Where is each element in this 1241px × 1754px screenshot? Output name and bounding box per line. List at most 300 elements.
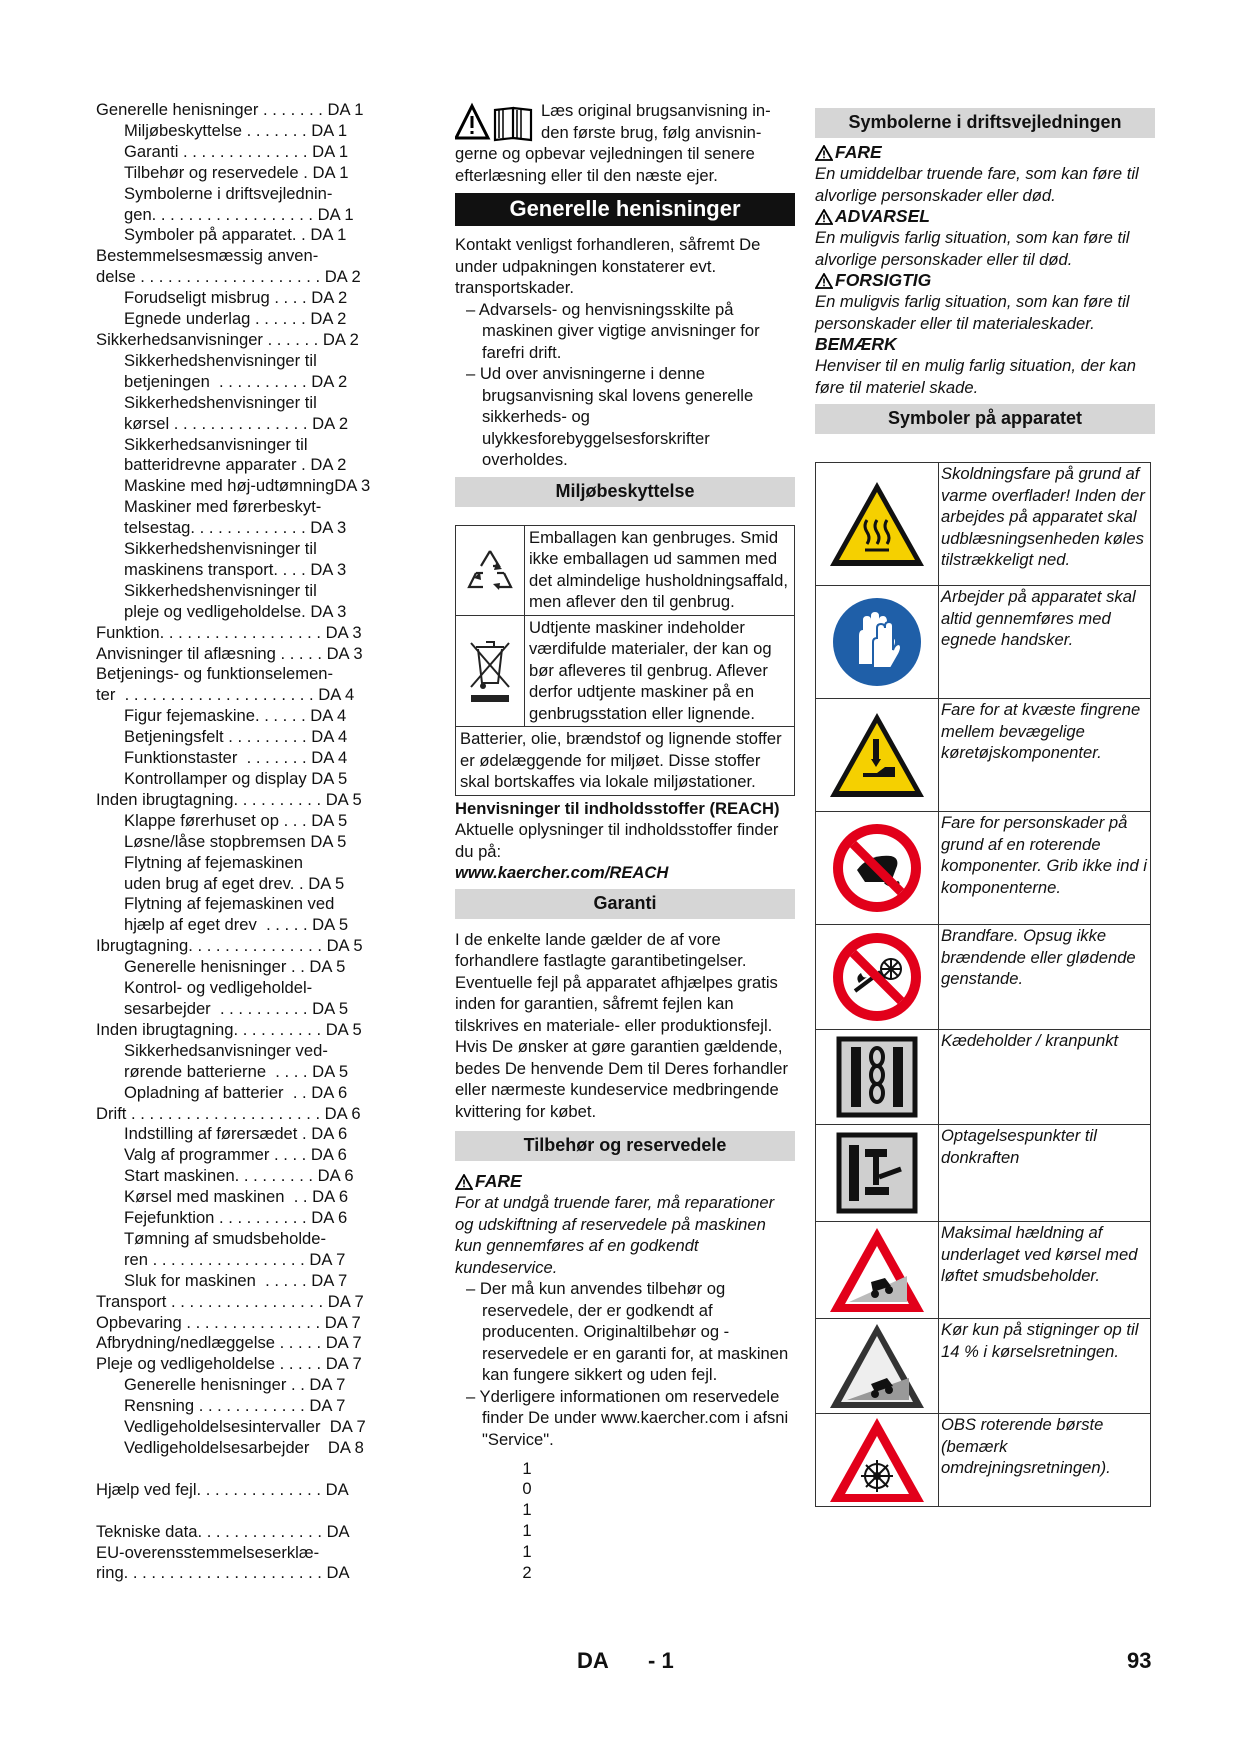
- toc-page: DA 7: [325, 1354, 362, 1374]
- toc-entry-title: Sikkerhedsanvisninger ved-: [124, 1040, 328, 1060]
- toc-entry-title: Opbevaring: [96, 1312, 182, 1332]
- footer-section-page: - 1: [648, 1648, 674, 1673]
- no-burning-objects-icon: [816, 925, 939, 1029]
- toc-page: DA 7: [311, 1270, 348, 1290]
- toc-page: DA 5: [325, 1019, 362, 1039]
- toc-entry-title: Inden ibrugtagning.: [96, 789, 239, 809]
- warranty-text: I de enkelte lande gælder de af vore forhandlere fastlagte garantibetingelser. Eventuelle fejl på apparatet afhjælpes gratis inden for garantien, såfremt fejlen kan tilskrives en materiale- eller produktionsfejl. Hvis De ønsker at gøre garantien gældende, bedes De henvende Dem til Deres forhandler eller nærmeste kundeservice medbringende kvittering for købet.: [455, 929, 788, 1121]
- toc-leader: . . . . .: [256, 915, 313, 935]
- toc-entry[interactable]: [96, 309, 446, 330]
- toc-entry[interactable]: [96, 1480, 446, 1501]
- toc-entry-title: Sikkerhedsanvisninger til: [124, 434, 308, 454]
- toc-entry-title: Generelle henisninger: [124, 957, 287, 977]
- toc-leader: . . . . . . . . . . . . . . . . . . . . .: [128, 1563, 327, 1583]
- toc-entry[interactable]: [96, 267, 446, 288]
- toc-entry[interactable]: [96, 1438, 446, 1459]
- toc-entry-title: Start maskinen.: [124, 1166, 240, 1186]
- toc-entry-title: Klappe førerhuset op: [124, 810, 279, 830]
- toc-entry[interactable]: [96, 623, 446, 644]
- signal-word: FORSIGTIG: [835, 270, 932, 290]
- toc-entry[interactable]: [96, 748, 446, 769]
- symbol-description: Kædeholder / kranpunkt: [941, 1031, 1119, 1050]
- toc-leader: . .: [284, 1187, 313, 1207]
- toc-entry[interactable]: [96, 205, 446, 226]
- toc-entry-title: Valg af programmer: [124, 1145, 270, 1165]
- toc-leader: . .: [286, 1375, 310, 1395]
- toc-leader: . . . . .: [259, 706, 311, 726]
- accessories-item: – Der må kun anvendes tilbehør og reservedele, der er godkendt af producenten. Originaltilbehør og -reservedele er en garanti for, at maskinen kan fungere sikkert og uden fejl.: [466, 1279, 789, 1384]
- toc-entry[interactable]: [96, 351, 446, 372]
- toc-entry[interactable]: [96, 1417, 446, 1438]
- toc-leader: . . . . . . . . . . . . . . . . . . . . .: [115, 685, 319, 705]
- toc-leader: . .: [286, 957, 310, 977]
- toc-entry-title: Bestemmelsesmæssig anven-: [96, 246, 319, 266]
- toc-entry-title: Betjenings- og funktionselemen-: [96, 664, 334, 684]
- heading-warranty: Garanti: [455, 889, 795, 919]
- heading-general: Generelle henisninger: [455, 193, 795, 226]
- toc-entry-title: maskinens transport.: [124, 559, 279, 579]
- max-incline-raised-icon: [816, 1222, 939, 1318]
- toc-entry[interactable]: [96, 163, 446, 184]
- toc-page: DA 1: [327, 100, 364, 119]
- toc-page: DA 3: [325, 622, 362, 642]
- toc-page: DA 7: [309, 1396, 346, 1416]
- toc-entry-title: telsestag.: [124, 518, 196, 538]
- toc-entry[interactable]: [96, 560, 446, 581]
- toc-entry-title: Tømning af smudsbeholde-: [124, 1228, 326, 1248]
- toc-entry-title: Forudseligt misbrug: [124, 288, 270, 308]
- toc-entry[interactable]: [96, 1396, 446, 1417]
- toc-page: DA 5: [326, 936, 363, 956]
- toc-entry[interactable]: [96, 894, 446, 915]
- toc-entry[interactable]: [96, 1292, 446, 1313]
- toc-entry-title: Tilbehør og reservedele: [124, 162, 299, 182]
- toc-leader: . . .: [278, 559, 311, 579]
- toc-leader: .: [294, 873, 309, 893]
- toc-page-suffix: 2: [522, 1563, 532, 1582]
- environment-row-text: Emballagen kan genbruges. Smid ikke emballagen ud sammen med det almindelige husholdningsaffald, men aflever den til genbrug.: [529, 527, 788, 611]
- toc-leader: . . . .: [269, 1145, 311, 1165]
- toc-page: DA: [326, 1521, 350, 1541]
- toc-leader: . . . . . . . . . . . .: [195, 518, 311, 538]
- wear-gloves-icon: [816, 586, 939, 698]
- toc-page: DA 7: [309, 1375, 346, 1395]
- toc-leader: . . . . . . . . . . . . . . . . .: [166, 1291, 328, 1311]
- toc-entry[interactable]: [96, 1333, 446, 1354]
- toc-page: DA 4: [311, 748, 348, 768]
- toc-page: DA 5: [310, 831, 347, 851]
- signal-word-label: [815, 206, 1155, 227]
- toc-leader: . . . . . . . . . . . . . . . . .: [156, 204, 318, 224]
- toc-entry[interactable]: [96, 853, 446, 874]
- toc-entry-title: uden brug af eget drev.: [124, 873, 295, 893]
- hand-crush-warning-icon: [816, 699, 939, 811]
- signal-word-description: En muligvis farlig situation, som kan føre til personskader eller til materialeskader.: [815, 292, 1130, 333]
- toc-page: DA 3: [310, 518, 347, 538]
- symbol-row: [816, 1125, 1150, 1222]
- toc-page: DA: [325, 1479, 349, 1499]
- toc-entry-title: Afbrydning/nedlæggelse: [96, 1333, 275, 1353]
- toc-page: DA 4: [310, 706, 347, 726]
- toc-entry-title: Vedligeholdelsesarbejder: [124, 1438, 310, 1457]
- symbol-row: [816, 1319, 1150, 1414]
- toc-entry[interactable]: [96, 1543, 446, 1564]
- symbols-manual-list: [815, 142, 1155, 398]
- accessories-item: – Yderligere informationen om reservedele finder De under www.kaercher.com i afsni "Service".: [466, 1386, 789, 1449]
- heading-accessories: Tilbehør og reservedele: [455, 1131, 795, 1161]
- toc-page: DA 2: [310, 455, 347, 475]
- toc-page: DA 6: [311, 1208, 348, 1228]
- toc-entry[interactable]: [96, 1375, 446, 1396]
- column-middle: [455, 100, 795, 1450]
- toc-leader: . . .: [278, 810, 312, 830]
- toc-leader: . . . . . . . . .: [238, 1019, 326, 1039]
- toc-entry[interactable]: [96, 455, 446, 476]
- toc-page: DA 1: [312, 141, 349, 161]
- toc-page: DA 6: [317, 1166, 354, 1186]
- symbol-description: Skoldningsfare på grund af varme overflader! Inden der arbejdes på apparatet skal udblæsningsenheden køles tilstrækkeligt ned.: [941, 464, 1145, 569]
- symbol-row: [816, 812, 1150, 925]
- toc-page: DA 2: [310, 309, 347, 329]
- toc-page: DA 1: [312, 162, 349, 182]
- no-reach-rotating-icon: [816, 812, 939, 924]
- reach-text: Aktuelle oplysninger til indholdsstoffer finder du på:: [455, 820, 779, 861]
- toc-entry-title: Maskine med høj-udtømning: [124, 476, 335, 496]
- toc-page: DA 6: [311, 1124, 348, 1144]
- toc-entry-title: Generelle henisninger: [124, 1375, 287, 1395]
- toc-page: DA 3: [310, 601, 347, 621]
- toc-entry[interactable]: [96, 978, 446, 999]
- toc-page: DA 1: [317, 204, 354, 224]
- toc-entry[interactable]: [96, 184, 446, 205]
- footer-language-code: DA: [577, 1648, 609, 1673]
- symbol-row: [816, 1222, 1150, 1319]
- signal-word-description: Henviser til en mulig farlig situation, der kan føre til materiel skade.: [815, 356, 1136, 397]
- toc-entry[interactable]: [96, 1563, 446, 1584]
- toc-page: DA 7: [327, 1291, 364, 1311]
- toc-entry[interactable]: [96, 518, 446, 539]
- warning-triangle-icon: [815, 209, 833, 225]
- toc-entry-title: ren: [124, 1249, 148, 1269]
- signal-word: BEMÆRK: [815, 334, 897, 354]
- toc-entry-title: kørsel: [124, 413, 170, 433]
- toc-entry[interactable]: [96, 957, 446, 978]
- toc-leader: . . . . . . . . . . . . . .: [178, 141, 313, 161]
- toc-entry[interactable]: [96, 727, 446, 748]
- recycle-icon: [456, 526, 525, 615]
- toc-entry[interactable]: [96, 1271, 446, 1292]
- toc-entry-title: Rensning: [124, 1396, 195, 1416]
- toc-entry[interactable]: [96, 1124, 446, 1145]
- footer-page-number: 93: [1127, 1648, 1152, 1673]
- toc-entry-title: Generelle henisninger: [96, 100, 259, 119]
- symbols-device-table: [815, 462, 1151, 1507]
- toc-entry-title: Vedligeholdelsesintervaller: [124, 1417, 321, 1437]
- toc-entry-title: Anvisninger til aflæsning: [96, 643, 276, 663]
- toc-entry[interactable]: [96, 1313, 446, 1334]
- symbol-row: [816, 925, 1150, 1030]
- signal-word-label: [815, 142, 1155, 163]
- toc-entry[interactable]: [96, 497, 446, 518]
- toc-page: DA 7: [324, 1312, 361, 1332]
- toc-leader: . . . . . .: [262, 329, 323, 349]
- toc-entry-title: Opladning af batterier: [124, 1082, 284, 1102]
- toc-leader: .: [296, 225, 311, 245]
- toc-entry[interactable]: [96, 100, 446, 121]
- toc-entry[interactable]: [96, 811, 446, 832]
- toc-leader: . . . .: [266, 1061, 313, 1081]
- toc-entry-title: Drift: [96, 1103, 127, 1123]
- toc-leader: . . . . . . . . . . . . . . . . .: [147, 1249, 310, 1269]
- toc-entry[interactable]: [96, 915, 446, 936]
- toc-entry[interactable]: [96, 706, 446, 727]
- toc-entry[interactable]: [96, 1229, 446, 1250]
- toc-page: DA 3: [310, 559, 347, 579]
- toc-entry-title: Kørsel med maskinen: [124, 1187, 285, 1207]
- toc-page: DA 6: [311, 1082, 348, 1102]
- toc-page: DA 5: [311, 769, 348, 788]
- warning-triangle-icon: [455, 1174, 473, 1190]
- toc-entry[interactable]: [96, 602, 446, 623]
- toc-page: DA 4: [318, 685, 355, 705]
- intro-line-1: Læs original brugsanvisning in-: [541, 101, 771, 120]
- toc-entry[interactable]: [96, 539, 446, 560]
- toc-leader: . . . . . . . . .: [238, 789, 326, 809]
- toc-entry[interactable]: [96, 393, 446, 414]
- toc-entry[interactable]: [96, 1145, 446, 1166]
- toc-entry-title: Kontrol- og vedligeholdel-: [124, 978, 313, 998]
- toc-page: DA 3: [326, 643, 363, 663]
- toc-leader: . . . . . . . . . . . . . . .: [169, 413, 313, 433]
- toc-entry-title: batteridrevne apparater: [124, 455, 297, 475]
- toc-entry[interactable]: [96, 1166, 446, 1187]
- toc-entry-title: ter: [96, 685, 116, 705]
- reach-link[interactable]: www.kaercher.com/REACH: [455, 863, 669, 882]
- toc-page: DA 7: [309, 1249, 346, 1269]
- toc-entry-title: Sikkerhedshenvisninger til: [124, 580, 317, 600]
- symbol-row: [816, 463, 1150, 586]
- toc-leader: . . . . .: [274, 1354, 326, 1374]
- symbol-description: Optagelsespunkter til donkraften: [941, 1126, 1097, 1167]
- toc-entry[interactable]: [96, 1187, 446, 1208]
- toc-entry-title: Figur fejemaskine.: [124, 706, 260, 726]
- toc-entry[interactable]: [96, 1354, 446, 1375]
- accessories-warning-text: For at undgå truende farer, må reparationer og udskiftning af reservedele på maskinen kun gennemføres af en godkendt kundeservice.: [455, 1193, 775, 1277]
- toc-entry[interactable]: [96, 288, 446, 309]
- toc-entry[interactable]: [96, 1250, 446, 1271]
- environment-row: [456, 616, 794, 728]
- signal-word-label: [815, 334, 1155, 355]
- read-manual-icon: [455, 102, 535, 142]
- toc-leader: . . . .: [269, 288, 312, 308]
- toc-entry[interactable]: [96, 581, 446, 602]
- toc-page: DA 1: [311, 120, 348, 140]
- toc-entry-title: Betjeningsfelt: [124, 727, 224, 747]
- toc-entry-title: Sikkerhedshenvisninger til: [124, 539, 317, 559]
- signal-word: ADVARSEL: [835, 206, 930, 226]
- toc-entry[interactable]: [96, 769, 446, 790]
- toc-entry[interactable]: [96, 1104, 446, 1125]
- toc-leader: . . . . . . .: [242, 120, 312, 140]
- toc-entry-title: Pleje og vedligeholdelse: [96, 1354, 275, 1374]
- warning-triangle-icon: [815, 145, 833, 161]
- toc-leader: . . . . . . .: [237, 748, 312, 768]
- toc-leader: . . . . . . . .: [239, 1166, 318, 1186]
- toc-page-suffix: 1: [522, 1542, 532, 1562]
- toc-entry-title: Hjælp ved fejl.: [96, 1479, 202, 1499]
- toc-entry-title: Symbolerne i driftsvejlednin-: [124, 183, 333, 203]
- jack-point-icon: [816, 1125, 939, 1221]
- toc-page: DA 4: [311, 727, 348, 747]
- toc-entry-title: betjeningen: [124, 371, 210, 391]
- toc-entry-title: Funktion.: [96, 622, 165, 642]
- heading-environment: Miljøbeskyttelse: [455, 477, 795, 507]
- intro-block: [455, 100, 795, 186]
- toc-leader: . . . . . .: [250, 309, 311, 329]
- toc-page: DA 5: [309, 957, 346, 977]
- general-item: – Advarsels- og henvisningsskilte på maskinen giver vigtige anvisninger for farefri drift.: [466, 299, 760, 362]
- toc-leader: . . . . .: [274, 1333, 326, 1353]
- general-item: – Ud over anvisningerne i denne brugsanvisning skal lovens generelle sikkerheds- og ulykkesforebyggelsesforskrifter overholdes.: [466, 364, 754, 469]
- toc-page: DA 2: [311, 288, 348, 308]
- toc-page: DA 5: [312, 998, 349, 1018]
- toc-leader: . . . . . . . . .: [223, 727, 312, 747]
- toc-entry-title: Inden ibrugtagning.: [96, 1019, 239, 1039]
- toc-entry-title: Kontrollamper og display: [124, 769, 307, 788]
- toc-entry[interactable]: [96, 372, 446, 393]
- toc-entry[interactable]: [96, 225, 446, 246]
- toc-leader: . . . . . . . . . . . . . . . . . . . .: [135, 267, 325, 287]
- fare-label-text: FARE: [475, 1171, 522, 1191]
- toc-entry[interactable]: [96, 1041, 446, 1062]
- toc-entry-title: Egnede underlag: [124, 309, 251, 329]
- toc-entry-title: Tekniske data.: [96, 1521, 203, 1541]
- symbol-description: Fare for at kvæste fingrene mellem bevægelige køretøjskomponenter.: [941, 700, 1141, 762]
- toc-leader: . . . . .: [275, 643, 327, 663]
- toc-page: DA 5: [311, 810, 348, 830]
- symbol-row: [816, 1414, 1150, 1506]
- toc-entry[interactable]: [96, 414, 446, 435]
- rotating-brush-icon: [816, 1414, 939, 1506]
- toc-page: DA 2: [322, 329, 359, 349]
- toc-entry[interactable]: [96, 1208, 446, 1229]
- symbol-description: Arbejder på apparatet skal altid gennemføres med egnede handsker.: [941, 587, 1136, 649]
- toc-page: DA 2: [324, 267, 361, 287]
- toc-entry-title: delse: [96, 267, 136, 287]
- toc-leader: . . . . . . . . . .: [209, 371, 312, 391]
- environment-row-text: Batterier, olie, brændstof og lignende stoffer er ødelæggende for miljøet. Disse stoffer skal bortskaffes via lokale miljøstationer.: [460, 729, 782, 791]
- intro-rest: gerne og opbevar vejledningen til senere efterlæsning eller til den næste ejer.: [455, 144, 755, 185]
- heading-symbols-device: Symboler på apparatet: [815, 404, 1155, 434]
- toc-entry-title: Funktionstaster: [124, 748, 238, 768]
- toc-page: DA 2: [312, 413, 349, 433]
- signal-word-description: En muligvis farlig situation, som kan føre til alvorlige personskader eller til død.: [815, 228, 1130, 269]
- toc-entry-title: gen.: [124, 204, 157, 224]
- toc-entry[interactable]: [96, 874, 446, 895]
- toc-entry-title: Sikkerhedshenvisninger til: [124, 392, 317, 412]
- toc-page: DA 2: [311, 371, 348, 391]
- fare-label: [455, 1171, 795, 1192]
- toc-leader: . . . . . . . . . .: [214, 1208, 312, 1228]
- toc-page: DA 5: [312, 1061, 349, 1081]
- toc-entry-title: EU-overensstemmelseserklæ-: [96, 1542, 320, 1562]
- toc-entry-title: Transport: [96, 1291, 167, 1311]
- toc-spacer: [96, 1459, 446, 1480]
- toc-entry[interactable]: [96, 685, 446, 706]
- toc-page: DA 5: [325, 789, 362, 809]
- toc-entry-title: Sikkerhedsanvisninger: [96, 329, 263, 349]
- symbol-row: [816, 699, 1150, 812]
- toc-page: DA 5: [312, 915, 349, 935]
- environment-row-text: Udtjente maskiner indeholder værdifulde materialer, der kan og bør afleveres til genbrug. Aflever derfor udtjente maskiner på en genbrugsstation eller lignende.: [529, 617, 772, 723]
- toc-entry[interactable]: [96, 832, 446, 853]
- chain-hook-icon: [816, 1030, 939, 1124]
- toc-entry[interactable]: [96, 664, 446, 685]
- toc-entry[interactable]: [96, 936, 446, 957]
- symbol-description: Brandfare. Opsug ikke brændende eller glødende genstande.: [941, 926, 1136, 988]
- toc-leader: . . . . .: [255, 1270, 312, 1290]
- toc-entry[interactable]: [96, 1083, 446, 1104]
- toc-leader: . .: [283, 1082, 312, 1102]
- toc-entry[interactable]: [96, 1062, 446, 1083]
- toc-entry[interactable]: [96, 476, 446, 497]
- signal-word: FARE: [835, 142, 882, 162]
- toc-leader: . . . . . . .: [258, 100, 328, 119]
- toc-leader: .: [297, 1124, 312, 1144]
- toc-page-suffix: 1: [522, 1521, 532, 1541]
- toc-entry[interactable]: [96, 121, 446, 142]
- toc-entry[interactable]: [96, 790, 446, 811]
- toc-entry-title: hjælp af eget drev: [124, 915, 257, 935]
- toc-leader: . . . . . . . . . . . . .: [201, 1479, 326, 1499]
- toc-entry[interactable]: [96, 644, 446, 665]
- toc-entry[interactable]: [96, 999, 446, 1020]
- crossed-bin-icon: [456, 616, 525, 727]
- toc-leader: . . . . . . . . . . . .: [194, 1396, 310, 1416]
- reach-title: Henvisninger til indholdsstoffer (REACH): [455, 798, 780, 818]
- toc-entry-title: Ibrugtagning.: [96, 936, 193, 956]
- symbol-description: OBS roterende børste (bemærk omdrejningsretningen).: [941, 1415, 1111, 1477]
- toc-leader: [309, 1438, 327, 1459]
- toc-entry[interactable]: [96, 330, 446, 351]
- toc-page: DA: [326, 1563, 350, 1583]
- toc-page: DA 6: [312, 1187, 349, 1207]
- toc-leader: . . . . . . . . . . . . . .: [192, 936, 327, 956]
- toc-entry-title: Flytning af fejemaskinen: [124, 852, 303, 872]
- toc-page: DA 5: [308, 873, 345, 893]
- toc-leader: .: [296, 455, 311, 475]
- toc-leader: . . . . . . . . . .: [210, 998, 313, 1018]
- column-right: [815, 100, 1155, 1507]
- toc-entry[interactable]: [96, 1020, 446, 1041]
- symbol-description: Fare for personskader på grund af en roterende komponenter. Grib ikke ind i komponenterne.: [941, 813, 1147, 897]
- toc-entry[interactable]: [96, 1522, 446, 1543]
- signal-word-label: [815, 270, 1155, 291]
- toc-page-suffix: 1: [522, 1500, 532, 1520]
- toc-entry[interactable]: [96, 142, 446, 163]
- symbol-description: Kør kun på stigninger op til 14 % i kørselsretningen.: [941, 1320, 1139, 1361]
- toc-entry[interactable]: [96, 435, 446, 456]
- toc-entry-title: Flytning af fejemaskinen ved: [124, 894, 335, 914]
- intro-line-2: den første brug, følg anvisnin-: [541, 122, 762, 142]
- incline-14-percent-icon: [816, 1319, 939, 1413]
- toc-entry[interactable]: [96, 246, 446, 267]
- hot-surface-warning-icon: [816, 463, 939, 585]
- toc-page: DA 6: [310, 1145, 347, 1165]
- toc-leader: [320, 1417, 329, 1438]
- environment-table: [455, 525, 795, 796]
- toc-entry-title: ring.: [96, 1563, 129, 1583]
